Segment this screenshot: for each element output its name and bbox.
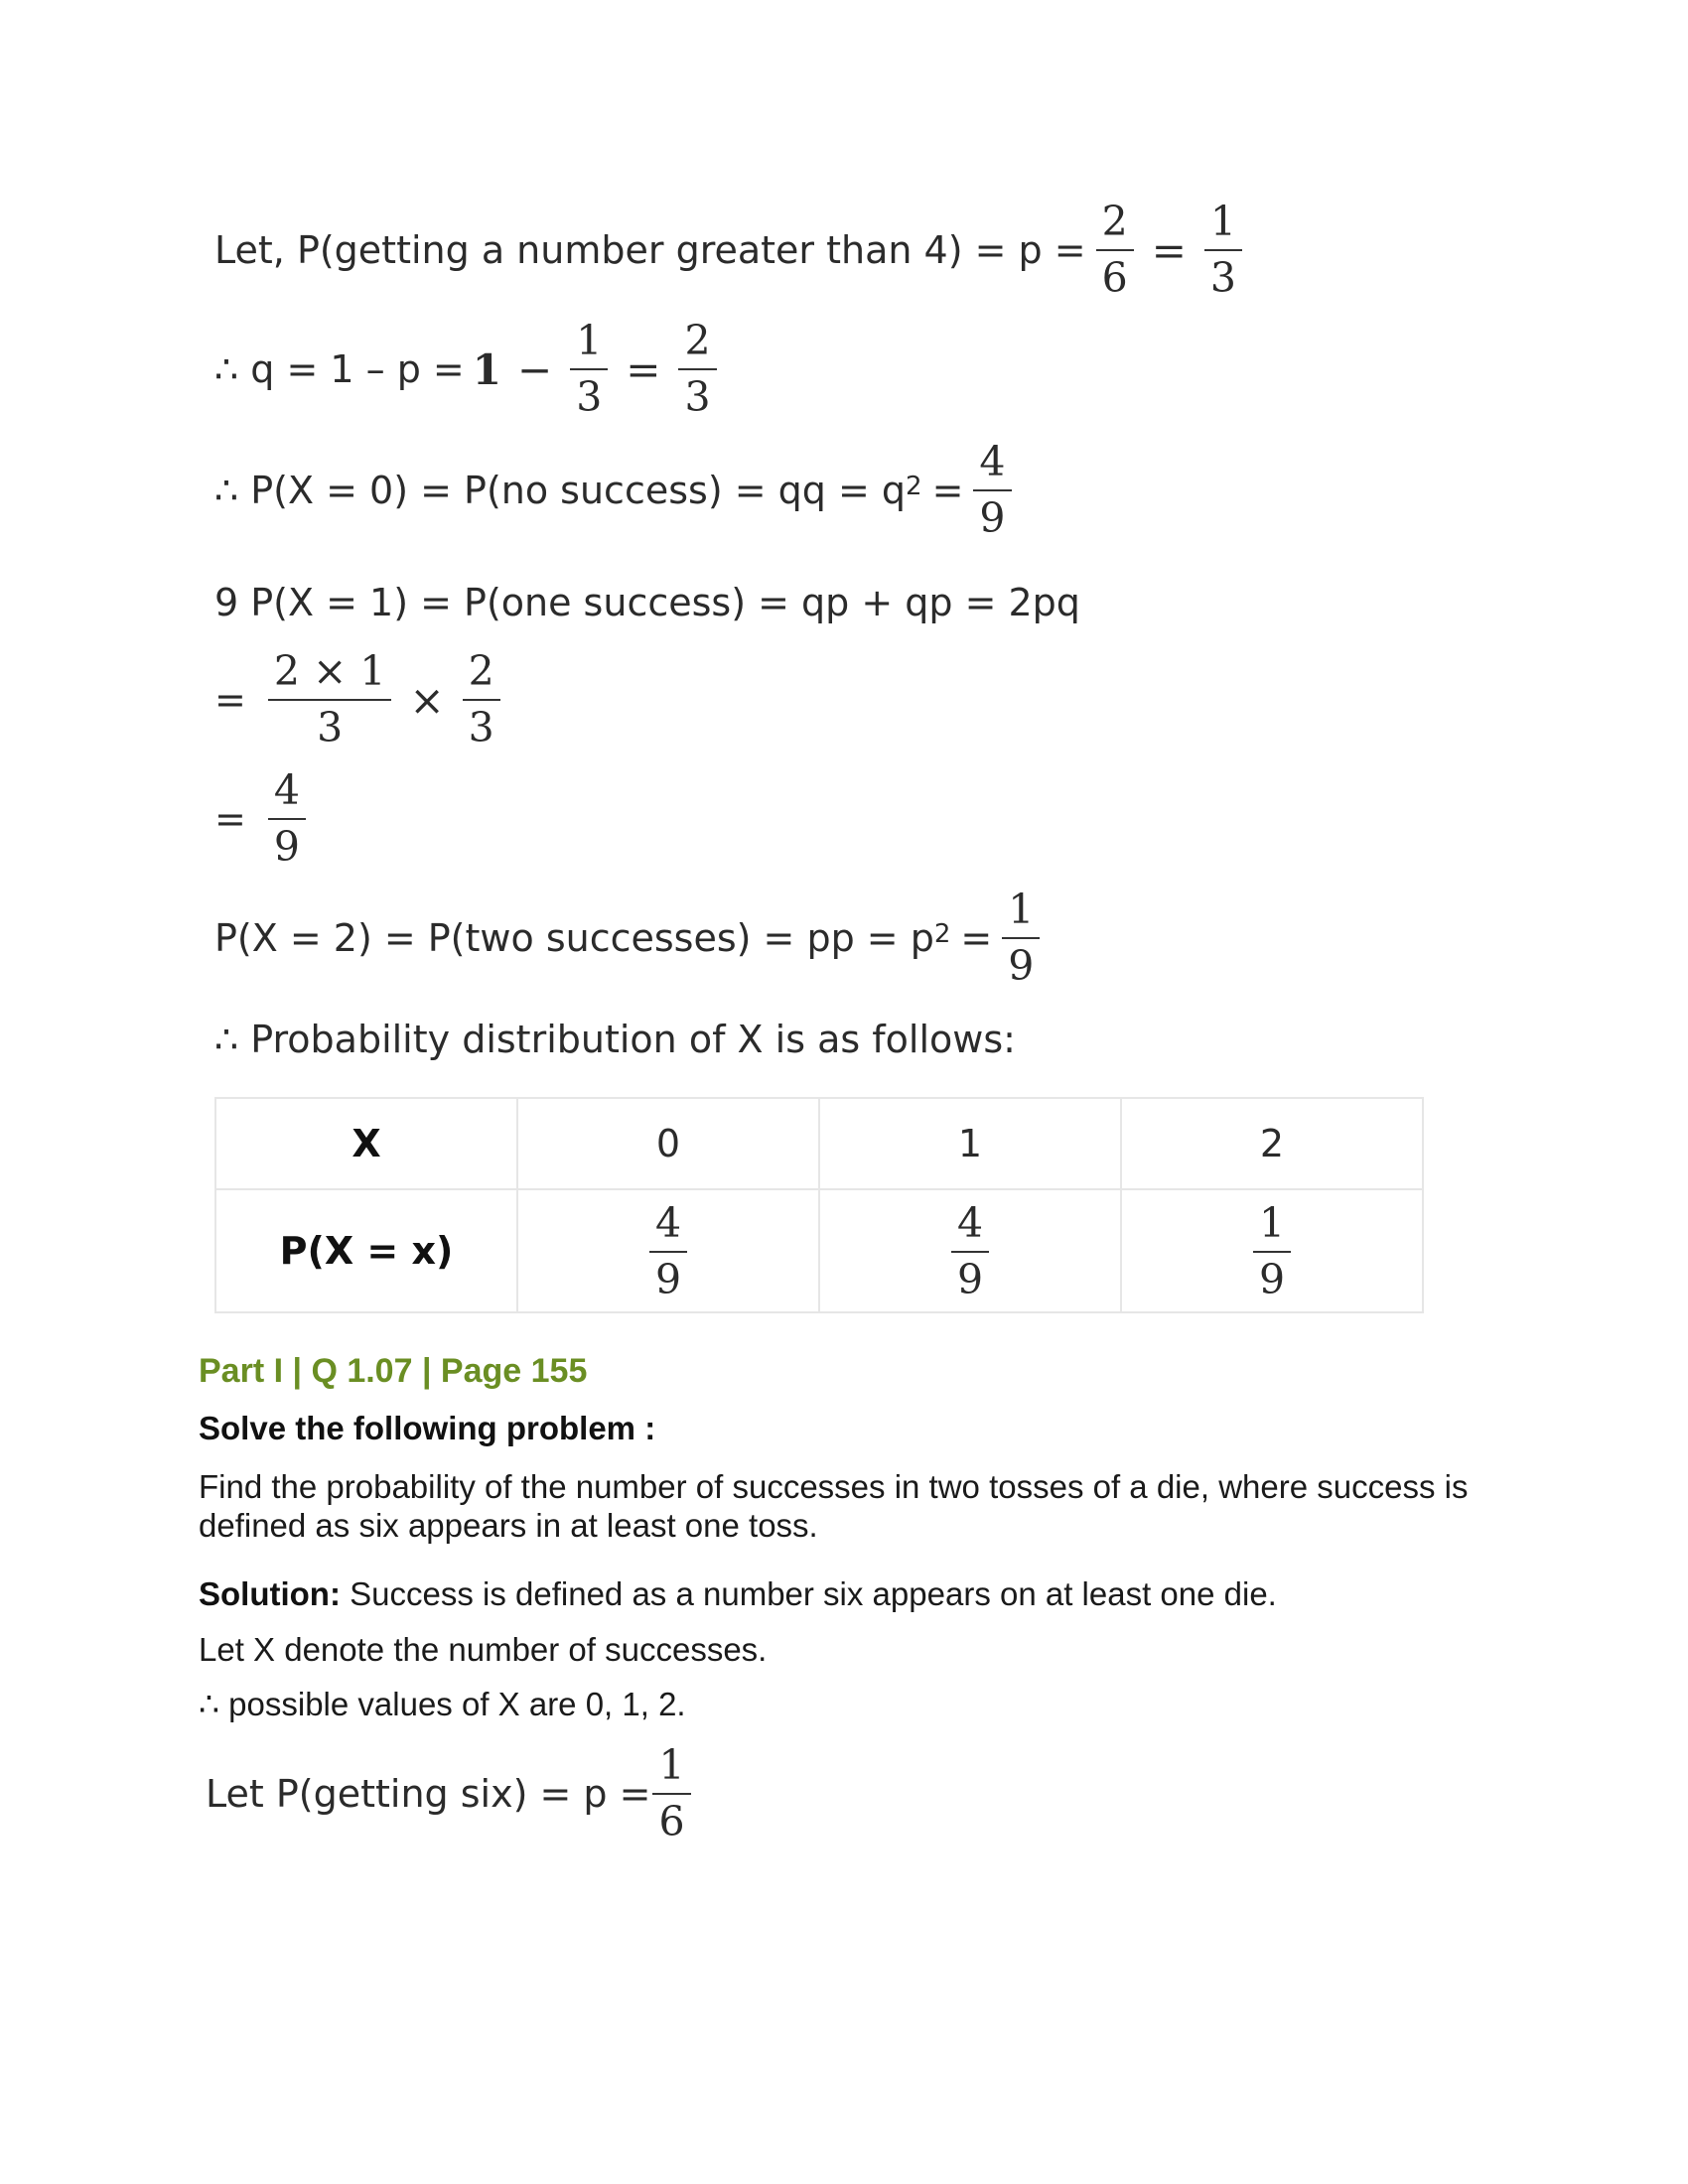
equation-text: 9 P(X = 1) = P(one success) = qp + qp = 2pq: [214, 581, 1080, 624]
table-cell: [819, 1189, 1121, 1312]
fraction: $\frac{2}{3}$: [463, 651, 500, 749]
equals-sign: =: [931, 469, 964, 512]
fraction: $\frac{2}{6}$: [1096, 202, 1134, 299]
equation-px1: [214, 581, 1080, 624]
table-row: [215, 1098, 1423, 1189]
table-header-p: P(X = x): [215, 1189, 517, 1312]
equation-px2: [214, 886, 1050, 990]
table-row: [215, 1189, 1423, 1312]
equals-sign: =: [214, 678, 246, 722]
fraction: $\frac{1}{6}$: [652, 1745, 690, 1843]
times-sign: ×: [409, 675, 445, 725]
fraction: $\frac{4}{9}$: [268, 770, 306, 868]
equation-term: 1: [472, 344, 501, 394]
fraction: $\frac{1}{3}$: [570, 321, 608, 418]
equation-px1-result: [214, 766, 316, 871]
equation-text: P(X = 2) = P(two successes) = pp = p: [214, 916, 934, 960]
solution-line: ∴ possible values of X are 0, 1, 2.: [199, 1686, 686, 1722]
equals-sign: =: [960, 916, 993, 960]
equation-text: ∴ Probability distribution of X is as follows:: [214, 1018, 1016, 1061]
equation-text: Let, P(getting a number greater than 4) = p =: [214, 228, 1086, 272]
equation-p-definition: [214, 198, 1252, 302]
superscript: 2: [933, 919, 951, 949]
solution-paragraph: [199, 1574, 1509, 1613]
fraction: $\frac{4}{9}$: [951, 1203, 989, 1300]
equation-text: Let P(getting six) = p =: [206, 1772, 651, 1816]
equation-text: ∴ q = 1 – p =: [214, 347, 465, 391]
solution-line: Let X denote the number of successes.: [199, 1631, 768, 1668]
solution-label: Solution:: [199, 1575, 341, 1612]
fraction: $\frac{4}{9}$: [649, 1203, 687, 1300]
equals-sign: =: [626, 344, 661, 394]
problem-title: Solve the following problem :: [199, 1410, 656, 1446]
equation-q-definition: [214, 317, 727, 421]
fraction: $\frac{2 \times 1}{3}$: [268, 651, 392, 749]
minus-sign: −: [516, 344, 553, 394]
question-heading: Part I | Q 1.07 | Page 155: [199, 1352, 588, 1390]
table-cell: 1: [819, 1098, 1121, 1189]
fraction: $\frac{1}{9}$: [1002, 889, 1040, 987]
fraction: $\frac{2}{3}$: [678, 321, 716, 418]
table-cell: 0: [517, 1098, 819, 1189]
equation-px0: [214, 438, 1022, 542]
distribution-intro: [214, 1018, 1016, 1061]
table-cell: [1121, 1189, 1423, 1312]
table-header-x: X: [215, 1098, 517, 1189]
solution-text: Success is defined as a number six appears on at least one die.: [340, 1575, 1277, 1612]
table-cell: [517, 1189, 819, 1312]
fraction: $\frac{1}{9}$: [1253, 1203, 1291, 1300]
fraction: $\frac{1}{3}$: [1204, 202, 1242, 299]
fraction: $\frac{4}{9}$: [973, 442, 1011, 539]
problem-statement: Find the probability of the number of successes in two tosses of a die, where success is defined as six appears in at least one toss.: [199, 1468, 1469, 1544]
equation-text: ∴ P(X = 0) = P(no success) = qq = q: [214, 469, 907, 512]
equals-sign: =: [1151, 225, 1187, 275]
equation-p-six: [206, 1741, 701, 1845]
table-cell: 2: [1121, 1098, 1423, 1189]
superscript: 2: [906, 472, 922, 501]
equation-px1-product: [214, 647, 510, 751]
equals-sign: =: [214, 797, 246, 841]
probability-distribution-table: [214, 1097, 1424, 1313]
